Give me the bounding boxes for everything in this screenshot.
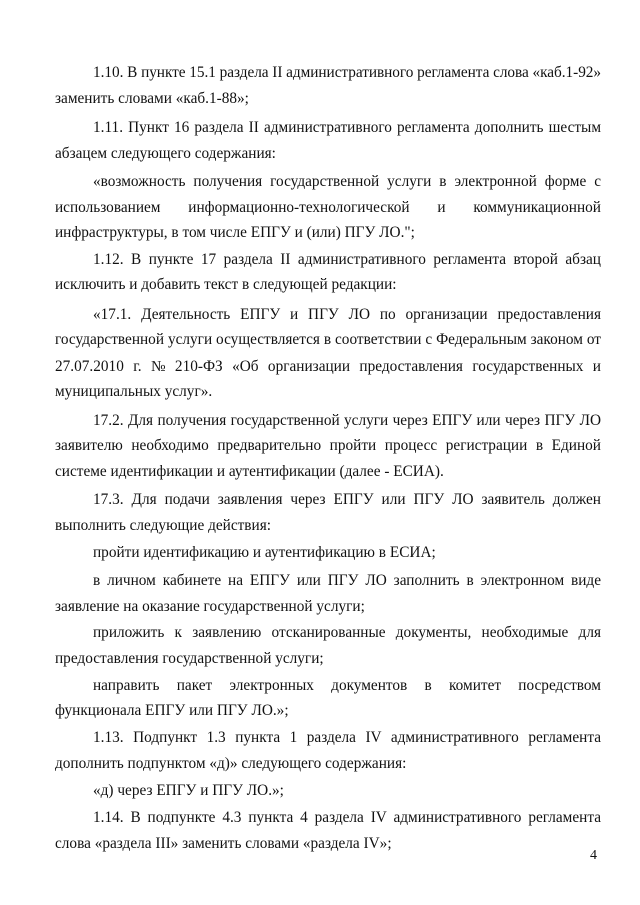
quote-1-line-3: инфраструктуры, в том числе ЕПГУ и (или) ПГУ ЛО."; (55, 224, 415, 241)
word: направить (93, 677, 160, 694)
word: документов (331, 677, 408, 694)
paragraph-1-10-line-2: заменить словами «каб.1-88»; (55, 90, 249, 107)
word: посредством (518, 677, 601, 694)
paragraph-17-2-line-1: 17.2. Для получения государственной услуги через ЕПГУ или через ПГУ ЛО (93, 412, 601, 429)
step-4-line-2: функционала ЕПГУ или ПГУ ЛО.»; (55, 702, 289, 719)
page-number: 4 (590, 848, 597, 863)
paragraph-1-13-line-2: дополнить подпунктом «д)» следующего содержания: (55, 755, 407, 772)
paragraph-1-12-line-2: исключить и добавить текст в следующей редакции: (55, 276, 397, 293)
paragraph-17-2-line-3: системе идентификации и аутентификации (далее - ЕСИА). (55, 463, 444, 480)
paragraph-1-13-line-1: 1.13. Подпункт 1.3 пункта 1 раздела IV административного регламента (93, 729, 601, 746)
word: информационно-технологической (188, 199, 410, 216)
paragraph-17-3-line-1: 17.3. Для подачи заявления через ЕПГУ или ПГУ ЛО заявитель должен (93, 491, 601, 508)
word: комитет (449, 677, 502, 694)
word: использованием (55, 199, 161, 216)
paragraph-1-12-line-1: 1.12. В пункте 17 раздела II административного регламента второй абзац (93, 251, 601, 268)
paragraph-17-1-line-1: «17.1. Деятельность ЕПГУ и ПГУ ЛО по организации предоставления (93, 306, 601, 323)
step-1: пройти идентификацию и аутентификацию в ЕСИА; (93, 544, 436, 561)
step-3-line-2: предоставления государственной услуги; (55, 650, 324, 667)
paragraph-17-2-line-2: заявителю необходимо предварительно пройти процесс регистрации в Единой (55, 437, 601, 454)
paragraph-17-3-line-2: выполнить следующие действия: (55, 517, 272, 534)
paragraph-17-1-line-3: 27.07.2010 г. № 210-ФЗ «Об организации предоставления государственных и (55, 358, 601, 375)
word: в (424, 677, 432, 694)
quote-1-line-2 (55, 195, 601, 221)
step-3-line-1: приложить к заявлению отсканированные документы, необходимые для (93, 624, 601, 641)
subitem-d: «д) через ЕПГУ и ПГУ ЛО.»; (93, 782, 284, 799)
paragraph-1-11-line-1: 1.11. Пункт 16 раздела II административного регламента дополнить шестым (93, 119, 601, 136)
word: коммуникационной (473, 199, 601, 216)
paragraph-17-1-line-4: муниципальных услуг». (55, 383, 213, 400)
quote-1-line-1: «возможность получения государственной услуги в электронной форме с (93, 173, 601, 190)
step-2-line-1: в личном кабинете на ЕПГУ или ПГУ ЛО заполнить в электронном виде (93, 572, 601, 589)
paragraph-17-1-line-2: государственной услуги осуществляется в соответствии с Федеральным законом от (55, 331, 601, 348)
paragraph-1-10-line-1: 1.10. В пункте 15.1 раздела II административного регламента слова «каб.1-92» (93, 64, 601, 81)
word: и (437, 199, 446, 216)
paragraph-1-11-line-2: абзацем следующего содержания: (55, 145, 276, 162)
word: пакет (176, 677, 213, 694)
paragraph-1-14-line-1: 1.14. В подпункте 4.3 пункта 4 раздела IV административного регламента (93, 809, 601, 826)
step-4-line-1 (93, 673, 601, 699)
step-2-line-2: заявление на оказание государственной услуги; (55, 598, 365, 615)
word: электронных (229, 677, 314, 694)
paragraph-1-14-line-2: слова «раздела III» заменить словами «раздела IV»; (55, 835, 392, 852)
